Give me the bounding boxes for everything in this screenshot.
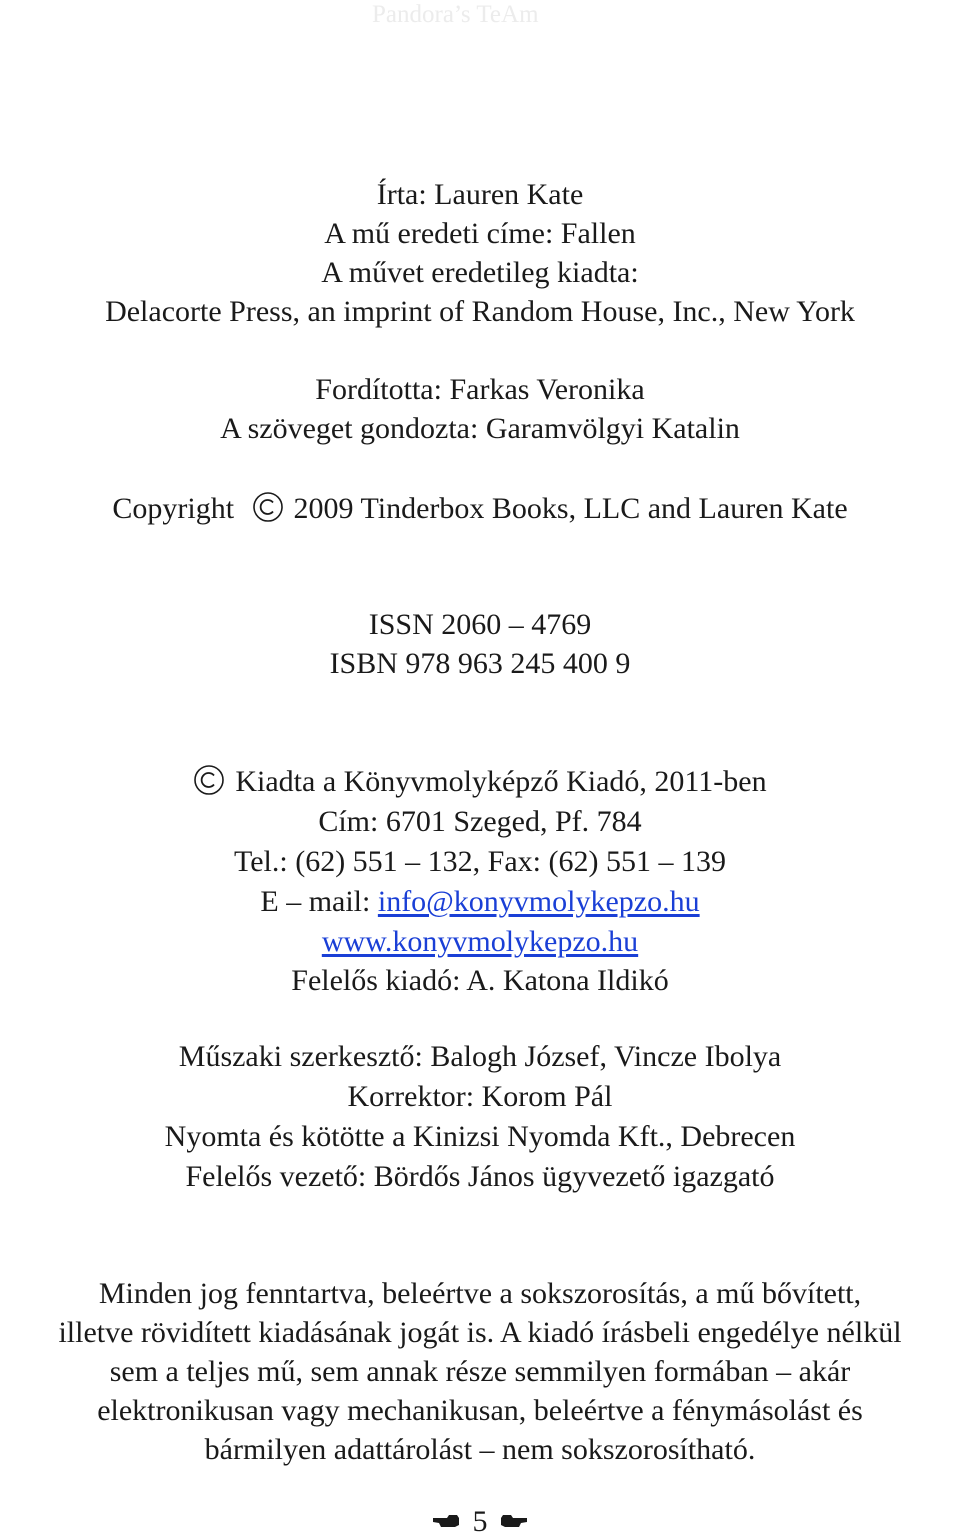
email-link[interactable]: info@konyvmolykepzo.hu — [377, 885, 700, 918]
copyright-label: Copyright — [112, 492, 235, 525]
rights-line-4: elektronikusan vagy mechanikusan, beleértve a fénymásolást és — [97, 1394, 863, 1427]
original-title-line: A mű eredeti címe: Fallen — [324, 217, 636, 250]
original-publisher-label: A művet eredetileg kiadta: — [321, 256, 639, 289]
rights-line-1: Minden jog fenntartva, beleértve a sokszorosítás, a mű bővített, — [98, 1277, 862, 1310]
original-publisher-line: Delacorte Press, an imprint of Random House, Inc., New York — [105, 295, 855, 328]
isbn-line: ISBN 978 963 245 400 9 — [329, 647, 631, 680]
rights-line-3: sem a teljes mű, sem annak része semmilyen formában – akár — [109, 1355, 851, 1388]
email-line — [0, 883, 960, 921]
author-line: Írta: Lauren Kate — [376, 178, 584, 211]
rights-line-2: illetve rövidített kiadásának jogát is. A kiadó írásbeli engedélye nélkül — [58, 1316, 902, 1349]
editor-line: A szöveget gondozta: Garamvölgyi Katalin — [220, 412, 740, 445]
responsible-publisher-line: Felelős kiadó: A. Katona Ildikó — [291, 964, 669, 997]
translator-line: Fordította: Farkas Veronika — [315, 373, 645, 406]
issn-line: ISSN 2060 – 4769 — [368, 608, 592, 641]
copyright-line — [0, 490, 960, 528]
email-label: E – mail: — [260, 885, 371, 918]
address-line: Cím: 6701 Szeged, Pf. 784 — [318, 805, 642, 838]
copyright-holder: 2009 Tinderbox Books, LLC and Lauren Kate — [293, 492, 848, 525]
published-by-line — [0, 763, 960, 801]
technical-editor-line: Műszaki szerkesztő: Balogh József, Vincze Ibolya — [178, 1040, 782, 1073]
left-pointing-hand-icon — [431, 1511, 461, 1529]
right-pointing-hand-icon — [499, 1511, 529, 1529]
website-line — [0, 923, 960, 961]
copyright-icon — [193, 764, 225, 796]
printer-manager-line: Felelős vezető: Bördős János ügyvezető igazgató — [185, 1160, 775, 1193]
watermark: Pandora’s TeAm — [372, 1, 539, 28]
rights-line-5: bármilyen adattárolást – nem sokszorosítható. — [204, 1433, 756, 1466]
page-footer — [0, 1505, 960, 1539]
proofreader-line: Korrektor: Korom Pál — [347, 1080, 613, 1113]
website-link[interactable]: www.konyvmolykepzo.hu — [321, 925, 639, 958]
page-number: 5 — [472, 1505, 488, 1538]
printer-line: Nyomta és kötötte a Kinizsi Nyomda Kft., Debrecen — [164, 1120, 796, 1153]
phone-fax-line: Tel.: (62) 551 – 132, Fax: (62) 551 – 139 — [233, 845, 726, 878]
published-by-text: Kiadta a Könyvmolyképző Kiadó, 2011-ben — [235, 765, 767, 798]
copyright-icon — [252, 491, 284, 523]
